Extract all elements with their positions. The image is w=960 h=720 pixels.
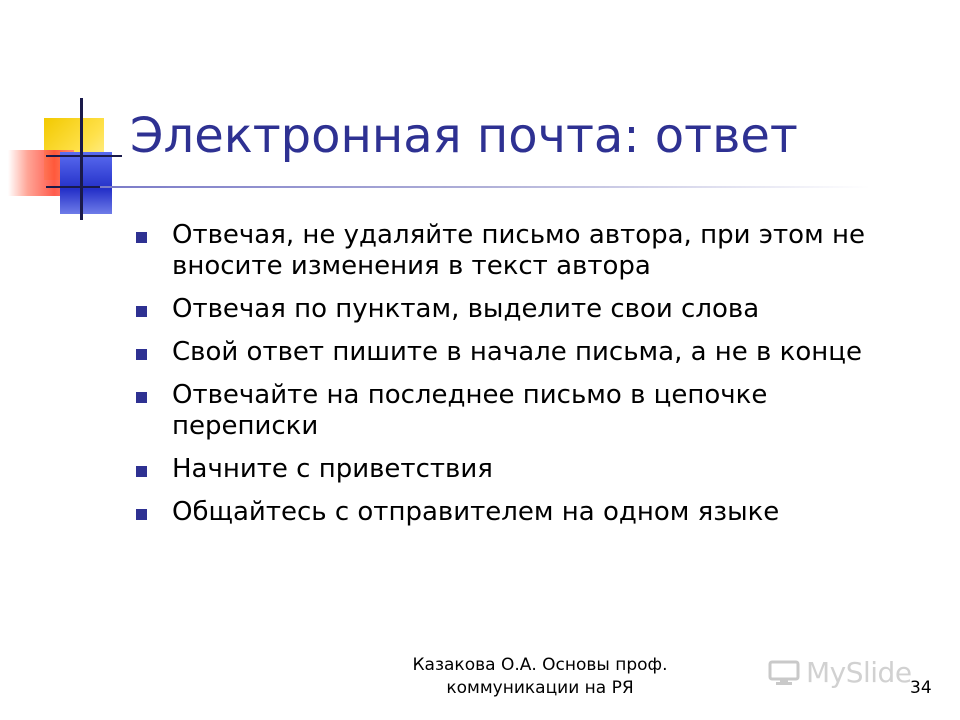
bullet-text: Отвечая, не удаляйте письмо автора, при этом не вносите изменения в текст автора <box>172 220 865 281</box>
title-underline <box>100 186 870 188</box>
bullet-square-icon <box>136 232 147 243</box>
bullet-text: Общайтесь с отправителем на одном языке <box>172 497 780 527</box>
decor-blue-square <box>60 152 112 214</box>
bullet-text: Свой ответ пишите в начале письма, а не в конце <box>172 337 862 367</box>
slide-title: Электронная почта: ответ <box>130 108 798 164</box>
bullet-list <box>136 220 916 540</box>
bullet-item <box>136 337 916 368</box>
bullet-item <box>136 294 916 325</box>
bullet-text: Отвечая по пунктам, выделите свои слова <box>172 294 760 324</box>
watermark-logo <box>768 656 912 689</box>
bullet-square-icon <box>136 392 147 403</box>
bullet-text: Начните с приветствия <box>172 454 493 484</box>
monitor-icon <box>768 660 800 686</box>
watermark-text: MySlide <box>806 656 912 689</box>
decor-vertical-line <box>80 98 83 220</box>
page-number: 34 <box>910 678 932 698</box>
bullet-text: Отвечайте на последнее письмо в цепочке переписки <box>172 380 768 441</box>
bullet-item <box>136 380 916 442</box>
bullet-square-icon <box>136 466 147 477</box>
bullet-square-icon <box>136 349 147 360</box>
bullet-item <box>136 497 916 528</box>
bullet-square-icon <box>136 509 147 520</box>
footer-line-2: коммуникации на РЯ <box>446 678 634 698</box>
footer-author <box>410 654 670 700</box>
bullet-item <box>136 220 916 282</box>
footer-line-1: Казакова О.А. Основы проф. <box>412 655 668 675</box>
bullet-square-icon <box>136 306 147 317</box>
decor-horizontal-line <box>46 155 122 157</box>
bullet-item <box>136 454 916 485</box>
